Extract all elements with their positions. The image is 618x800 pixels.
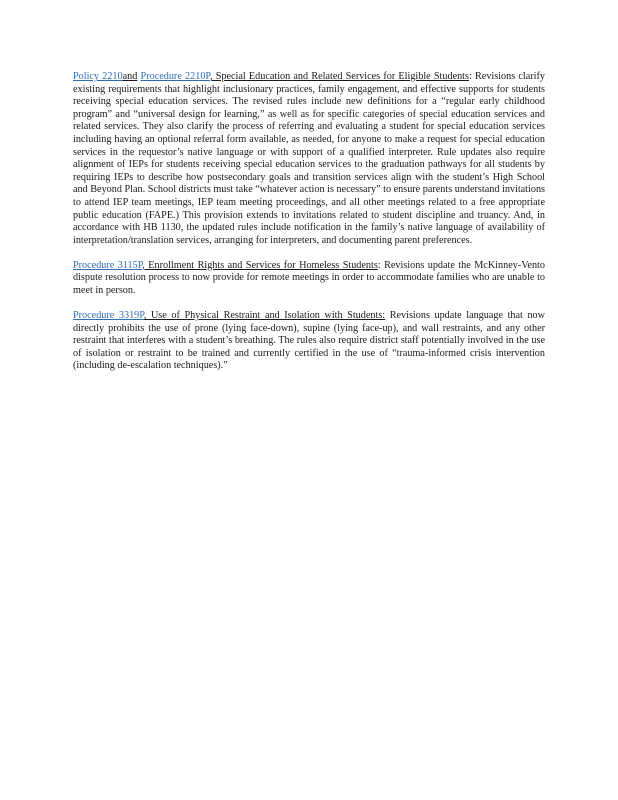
policy-2210-conjunction: and	[122, 71, 138, 82]
procedure-3115p-body: : Revisions update the McKinney-Vento dispute resolution process to now provide for remote meetings in order to accommodate families who are unable to meet in person.	[73, 259, 545, 296]
policy-2210-body: : Revisions clarify existing requirements that highlight inclusionary practices, family engagement, and effective supports for students receiving special education services. The revised rules include new definitions for a “regular early childhood program” and “universal design for learning,” as well as for specific categories of special education services and related services. They also clarify the process of referring and evaluating a student for special education services including having an optional referral form available, as needed, for anyone to make a request for special education services in the requestor’s native language or with support of a qualified interpreter. Rule updates also require alignment of IEPs for students receiving special education services to the graduation pathways for all students by requiring IEPs to describe how postsecondary goals and transition services align with the student’s High School and Beyond Plan. School districts must take “whatever action is necessary” to ensure parents understand invitations to attend IEP team meetings, IEP team meeting proceedings, and all other meetings related to a free appropriate public education (FAPE.) This provision extends to invitations related to student discipline and truancy. And, in accordance with HB 1130, the updated rules include notification in the family’s native language of availability of interpretation/translation services, arranging for interpreters, and documenting parent preferences.	[73, 71, 545, 246]
procedure-3115p-paragraph	[73, 260, 545, 298]
procedure-3319p-paragraph	[73, 310, 545, 373]
document-page	[73, 71, 545, 386]
policy-2210-paragraph	[73, 71, 545, 247]
procedure-3319p-body: Revisions update language that now directly prohibits the use of prone (lying face-down), supine (lying face-up), and wall restraints, and any other restraint that interferes with a student’s breathing. The rules also require district staff potentially involved in the use of isolation or restraint to be trained and currently certified in the use of “trauma-informed crisis intervention (including de-escalation techniques).”	[73, 310, 546, 372]
procedure-3319p-link[interactable]: Procedure 3319P	[73, 310, 144, 322]
policy-2210-heading: , Special Education and Related Services for Eligible Students	[209, 71, 469, 82]
procedure-3115p-heading: , Enrollment Rights and Services for Homeless Students	[142, 259, 378, 271]
policy-2210-link[interactable]: Policy 2210	[73, 71, 123, 82]
procedure-2210p-link[interactable]: Procedure 2210P	[140, 71, 210, 82]
procedure-3319p-heading: , Use of Physical Restraint and Isolation with Students:	[143, 310, 386, 322]
procedure-3115p-link[interactable]: Procedure 3115P	[73, 259, 143, 271]
